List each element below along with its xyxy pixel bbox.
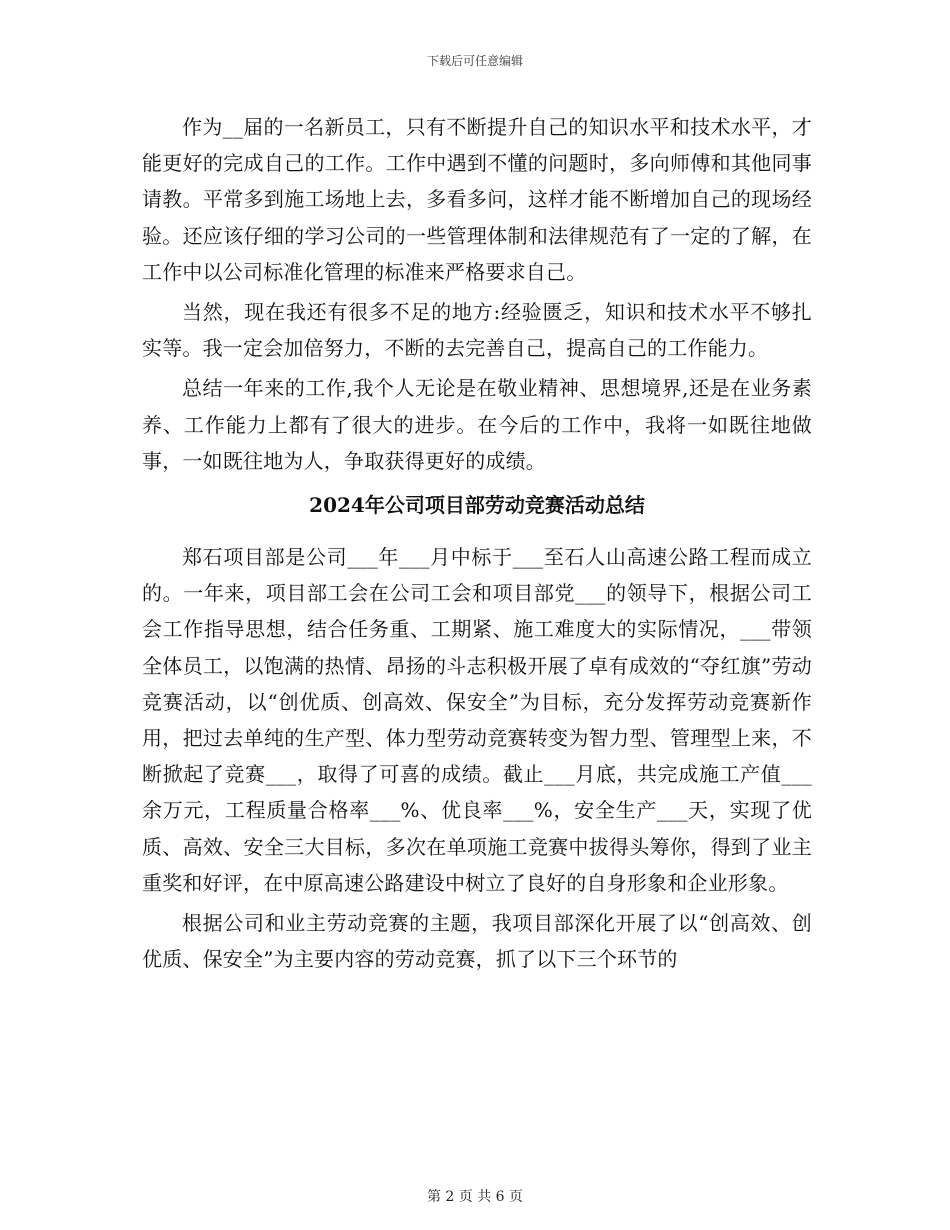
paragraph-shortcomings: 当然，现在我还有很多不足的地方:经验匮乏，知识和技术水平不够扎实等。我一定会加倍努力，不断的去完善自己，提高自己的工作能力。: [142, 300, 812, 361]
paragraph-year-summary: 总结一年来的工作,我个人无论是在敬业精神、思想境界,还是在业务素养、工作能力上都有了很大的进步。在今后的工作中，我将一如既往地做事，一如既往地为人，争取获得更好的成绩。: [142, 376, 812, 473]
page-number-footer: 第 2 页 共 6 页: [426, 1189, 524, 1205]
page-header-note: 下载后可任意编辑: [426, 54, 523, 68]
section-title: 2024年公司项目部劳动竞赛活动总结: [309, 493, 645, 518]
document-body: [142, 109, 812, 977]
paragraph-project-overview: 郑石项目部是公司___年___月中标于___至石人山高速公路工程而成立的。一年来，项目部工会在公司工会和项目部党___的领导下，根据公司工会工作指导思想，结合任务重、工期紧、施工难度大的实际情况，___带领全体员工，以饱满的热情、昂扬的斗志积极开展了卓有成效的“夺红旗”劳动竞赛活动，以“创优质、创高效、保安全”为目标，充分发挥劳动竞赛新作用，把过去单纯的生产型、体力型劳动竞赛转变为智力型、管理型上来，不断掀起了竞赛___，取得了可喜的成绩。截止___月底，共完成施工产值___余万元，工程质量合格率___%、优良率___%，安全生产___天，实现了优质、高效、安全三大目标，多次在单项施工竞赛中拔得头筹你，得到了业主重奖和好评，在中原高速公路建设中树立了良好的自身形象和企业形象。: [142, 545, 812, 895]
paragraph-competition-theme: 根据公司和业主劳动竞赛的主题，我项目部深化开展了以“创高效、创优质、保安全”为主要内容的劳动竞赛，抓了以下三个环节的: [142, 911, 812, 972]
paragraph-new-employee: 作为__届的一名新员工，只有不断提升自己的知识水平和技术水平，才能更好的完成自己的工作。工作中遇到不懂的问题时，多向师傅和其他同事请教。平常多到施工场地上去，多看多问，这样才能不断增加自己的现场经验。还应该仔细的学习公司的一些管理体制和法律规范有了一定的了解，在工作中以公司标准化管理的标准来严格要求自己。: [142, 115, 812, 284]
